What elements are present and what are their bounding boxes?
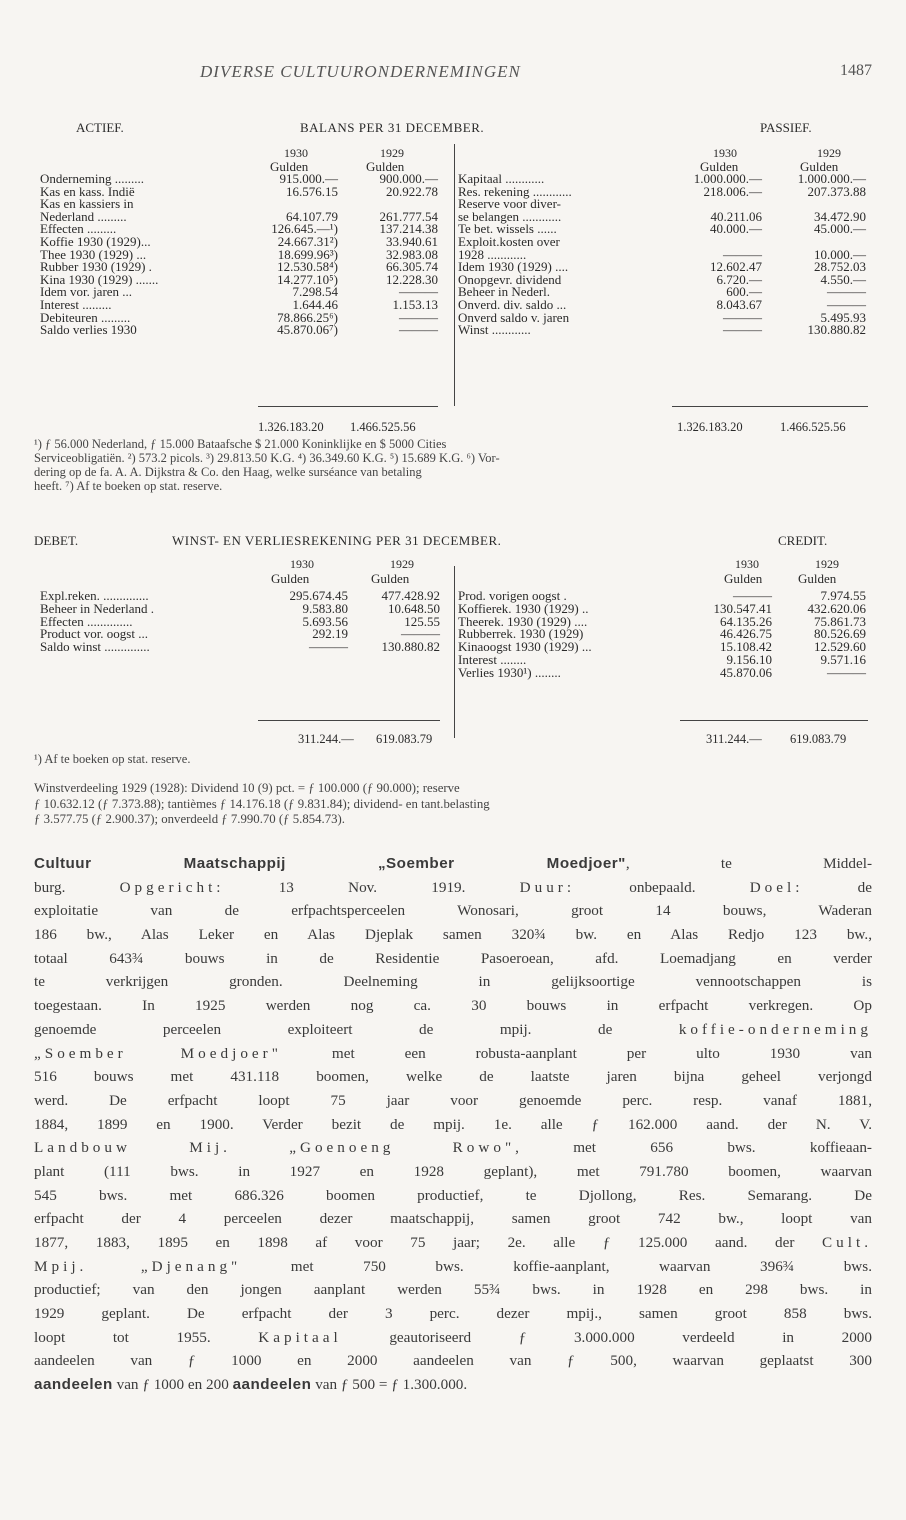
row-label: Kina 1930 (1929) ....... <box>40 271 159 287</box>
value-1929: 32.983.08 <box>386 246 438 262</box>
balance-title: BALANS PER 31 DECEMBER. <box>300 120 485 135</box>
paragraph-line <box>34 1231 872 1255</box>
row-label: Kas en kassiers in <box>40 196 134 212</box>
balance-col-unit-left-1: Gulden <box>270 159 309 174</box>
value-1930: 14.277.10⁵) <box>277 271 338 287</box>
row-label: Rubber 1930 (1929) . <box>40 259 152 275</box>
text-run: met 750 bws. koffie-aanplant, waarvan 396¾ bws. <box>241 1257 872 1275</box>
balance-footnote-line: Serviceobligatiën. ²) 573.2 picols. ³) 29.813.50 K.G. ⁴) 36.349.60 K.G. ⁵) 15.689 K.G. ⁶) Vor- <box>34 451 500 465</box>
paragraph-line <box>34 1065 872 1089</box>
spaced-text: Landbouw Mij. „Goenoeng Rowo" <box>34 1139 516 1157</box>
value-1929: 207.373.88 <box>807 183 866 199</box>
value-1929: 477.428.92 <box>381 588 440 603</box>
value-1930: 9.156.10 <box>726 651 772 667</box>
value-1930: 45.870.06 <box>720 664 772 680</box>
row-label: Debiteuren ......... <box>40 309 131 325</box>
profit-distribution <box>34 781 872 828</box>
table-row <box>458 664 868 680</box>
distribution-line: Winstverdeeling 1929 (1928): Dividend 10 (9) pct. = ƒ 100.000 (ƒ 90.000); reserve <box>34 781 460 795</box>
pl-label-credit: CREDIT. <box>778 533 828 548</box>
text-run: burg. <box>34 878 120 896</box>
table-row <box>458 324 868 337</box>
value-1930: 1.644.46 <box>292 296 338 312</box>
spaced-text: Doel: <box>749 878 804 896</box>
pl-col-unit-left-1: Gulden <box>271 571 310 586</box>
value-1930: 5.693.56 <box>302 613 348 629</box>
value-1929: 130.880.82 <box>381 639 440 655</box>
debit-total-rule <box>258 720 440 721</box>
value-1930: 292.19 <box>312 626 348 642</box>
value-1929: 12.529.60 <box>814 639 866 655</box>
text-run: , te Middel- <box>625 855 872 872</box>
liabilities-total-1929: 1.466.525.56 <box>780 420 846 434</box>
row-label: Theerek. 1930 (1929) .... <box>458 613 588 629</box>
value-1930: 7.298.54 <box>292 284 338 300</box>
value-1930: 78.866.25⁶) <box>277 309 338 325</box>
value-1930: ——— <box>733 588 772 603</box>
row-label: Beheer in Nederland . <box>40 600 155 616</box>
value-1930: 18.699.96³) <box>277 246 338 262</box>
value-1930: 6.720.— <box>716 271 762 287</box>
text-run: productief; van den jongen aanplant werden 55¾ bws. in 1928 en 298 bws. in <box>34 1281 872 1299</box>
value-1930: ——— <box>723 322 762 338</box>
credit-total-1930: 311.244.— <box>706 732 762 746</box>
value-1929: 45.000.— <box>814 221 866 237</box>
text-run: erfpacht der 4 perceelen dezer maatschappij, samen groot 742 bw., loopt van <box>34 1210 872 1228</box>
balance-assets-table <box>40 173 440 337</box>
liabilities-total-rule <box>672 406 868 407</box>
value-1930: 12.530.58⁴) <box>277 259 338 275</box>
text-run: loopt tot 1955. <box>34 1328 259 1346</box>
value-1929: 900.000.— <box>379 171 438 186</box>
text-run: totaal 643¾ bouws in de Residentie Pasoeroean, afd. Loemadjang en verder <box>34 949 872 967</box>
text-run: plant (111 bws. in 1927 en 1928 geplant), met 791.780 boomen, waarvan <box>34 1162 872 1180</box>
value-1929: ——— <box>399 322 438 338</box>
value-1930: ——— <box>723 246 762 262</box>
row-label: Product vor. oogst ... <box>40 626 148 642</box>
row-label: Kapitaal ............ <box>458 171 545 186</box>
value-1929: 137.214.38 <box>379 221 438 237</box>
value-1929: ——— <box>399 309 438 325</box>
balance-footnotes <box>34 437 872 493</box>
value-1929: 432.620.06 <box>807 600 866 616</box>
balance-col-year-1929-right: 1929 <box>817 146 841 160</box>
value-1929: 130.880.82 <box>807 322 866 338</box>
value-1929: 80.526.69 <box>814 626 866 642</box>
paragraph-line <box>34 923 872 947</box>
paragraph-line <box>34 947 872 971</box>
text-run: 186 bw., Alas Leker en Alas Djeplak samen 320¾ bw. en Alas Redjo 123 bw., <box>34 926 872 944</box>
balance-col-unit-right-2: Gulden <box>800 159 839 174</box>
paragraph-line <box>34 1160 872 1184</box>
text-run: toegestaan. In 1925 werden nog ca. 30 bouws in erfpacht verkregen. Op <box>34 997 872 1015</box>
value-1929: 1.153.13 <box>392 296 438 312</box>
value-1929: ——— <box>401 626 440 642</box>
balance-footnote-line: heeft. ⁷) Af te boeken op stat. reserve. <box>34 479 223 493</box>
pl-col-year-1929-right: 1929 <box>815 557 839 571</box>
balance-col-unit-right-1: Gulden <box>700 159 739 174</box>
value-1930: 600.— <box>726 284 762 300</box>
value-1930: 130.547.41 <box>713 600 772 616</box>
row-label: Koffierek. 1930 (1929) .. <box>458 600 589 616</box>
table-row <box>40 324 440 337</box>
balance-col-year-1930-right: 1930 <box>713 146 737 160</box>
value-1929: 20.922.78 <box>386 183 438 199</box>
balance-col-year-1929-left: 1929 <box>380 146 404 160</box>
value-1930: ——— <box>309 639 348 655</box>
value-1930: 64.135.26 <box>720 613 772 629</box>
paragraph-line <box>34 1136 872 1160</box>
value-1929: 33.940.61 <box>386 233 438 249</box>
value-1930: 9.583.80 <box>302 600 348 616</box>
row-label: Effecten .............. <box>40 613 133 629</box>
value-1930: 16.576.15 <box>286 183 338 199</box>
row-label: Kas en kass. Indië <box>40 183 135 199</box>
value-1930: ——— <box>723 309 762 325</box>
page-number: 1487 <box>840 62 872 79</box>
value-1929: 28.752.03 <box>814 259 866 275</box>
paragraph-line <box>34 970 872 994</box>
pl-label-debet: DEBET. <box>34 533 79 548</box>
text-run: 1929 geplant. De erfpacht der 3 perc. dezer mpij., samen groot 858 bws. <box>34 1305 872 1323</box>
value-1930: 24.667.31²) <box>277 233 338 249</box>
value-1929: 75.861.73 <box>814 613 866 629</box>
row-label: Kinaoogst 1930 (1929) ... <box>458 639 592 655</box>
paragraph-line <box>34 899 872 923</box>
value-1929: 34.472.90 <box>814 208 866 224</box>
distribution-line: ƒ 10.632.12 (ƒ 7.373.88); tantièmes ƒ 14.176.18 (ƒ 9.831.84); dividend- en tant.belasting <box>34 796 490 811</box>
table-row <box>40 641 440 654</box>
value-1929: 9.571.16 <box>820 651 866 667</box>
paragraph-line <box>34 1349 872 1373</box>
bold-text: aandeelen <box>232 1376 312 1394</box>
text-run: , met 656 bws. koffieaan- <box>515 1139 872 1157</box>
value-1929: 12.228.30 <box>386 271 438 287</box>
value-1930: 46.426.75 <box>720 626 772 642</box>
pl-col-unit-left-2: Gulden <box>371 571 410 586</box>
spaced-text: Opgericht: <box>119 878 225 896</box>
pl-col-unit-right-2: Gulden <box>798 571 837 586</box>
text-run: onbepaald. <box>575 878 750 896</box>
balance-label-actief: ACTIEF. <box>76 120 124 135</box>
text-run: de <box>803 878 872 896</box>
row-label: Expl.reken. .............. <box>40 588 149 603</box>
row-label: Idem 1930 (1929) .... <box>458 259 569 275</box>
paragraph-line <box>34 994 872 1018</box>
balance-label-passief: PASSIEF. <box>760 120 812 135</box>
balance-liabilities-table <box>458 173 868 337</box>
value-1930: 64.107.79 <box>286 208 338 224</box>
row-label: Thee 1930 (1929) ... <box>40 246 147 262</box>
text-run: 516 bouws met 431.118 boomen, welke de laatste jaren bijna geheel verjongd <box>34 1068 872 1086</box>
spaced-text: Kapitaal <box>258 1328 342 1346</box>
value-1930: 40.000.— <box>710 221 762 237</box>
value-1929: 66.305.74 <box>386 259 438 275</box>
value-1929: 4.550.— <box>820 271 866 287</box>
balance-col-unit-left-2: Gulden <box>366 159 405 174</box>
spaced-text: koffie-onderneming <box>678 1020 872 1038</box>
row-label: se belangen ............ <box>458 208 562 224</box>
value-1929: 7.974.55 <box>820 588 866 603</box>
row-label: Saldo verlies 1930 <box>40 322 137 338</box>
pl-col-year-1929-left: 1929 <box>390 557 414 571</box>
balance-footnote-line: dering op de fa. A. A. Dijkstra & Co. den Haag, welke surséance van betaling <box>34 465 422 479</box>
text-run: werd. De erfpacht loopt 75 jaar voor genoemde perc. resp. vanaf 1881, <box>34 1091 872 1109</box>
liabilities-total-1930: 1.326.183.20 <box>677 420 743 434</box>
text-run: van ƒ 500 = ƒ 1.300.000. <box>311 1376 468 1394</box>
row-label: Interest ......... <box>40 296 112 312</box>
value-1930: 1.000.000.— <box>693 171 762 186</box>
value-1929: 10.000.— <box>814 246 866 262</box>
text-run: exploitatie van de erfpachtsperceelen Wonosari, groot 14 bouws, Waderan <box>34 902 872 920</box>
text-run: van ƒ 1000 en 200 <box>112 1376 233 1394</box>
row-label: Nederland ......... <box>40 208 127 224</box>
paragraph-line <box>34 1278 872 1302</box>
balance-col-year-1930-left: 1930 <box>284 146 308 160</box>
text-run: 1884, 1899 en 1900. Verder bezit de mpij. 1e. alle ƒ 162.000 aand. der N. V. <box>34 1115 872 1133</box>
value-1929: 5.495.93 <box>820 309 866 325</box>
paragraph-line <box>34 1113 872 1137</box>
balance-footnote-line: ¹) ƒ 56.000 Nederland, ƒ 15.000 Bataafsche $ 21.000 Koninklijke en $ 5000 Cities <box>34 437 447 451</box>
row-label: Reserve voor diver- <box>458 196 561 212</box>
debit-total-1930: 311.244.— <box>298 732 354 746</box>
value-1930: 15.108.42 <box>720 639 772 655</box>
distribution-line: ƒ 3.577.75 (ƒ 2.900.37); onverdeeld ƒ 7.990.70 (ƒ 5.854.73). <box>34 812 345 826</box>
value-1930: 40.211.06 <box>710 208 762 224</box>
pl-col-year-1930-right: 1930 <box>735 557 759 571</box>
text-run: te verkrijgen gronden. Deelneming in gelijksoortige vennootschappen is <box>34 973 872 991</box>
text-run: 13 Nov. 1919. <box>224 878 520 896</box>
row-label: Beheer in Nederl. <box>458 284 551 300</box>
credit-total-rule <box>680 720 868 721</box>
paragraph-line <box>34 1018 872 1042</box>
row-label: Interest ........ <box>458 651 527 667</box>
value-1929: 125.55 <box>404 613 440 629</box>
text-run: 1877, 1883, 1895 en 1898 af voor 75 jaar; 2e. alle ƒ 125.000 aand. der <box>34 1234 823 1251</box>
text-run: geautoriseerd ƒ 3.000.000 verdeeld in 2000 <box>341 1328 872 1346</box>
row-label: Koffie 1930 (1929)... <box>40 233 151 249</box>
row-label: 1928 ............ <box>458 246 527 262</box>
credit-total-1929: 619.083.79 <box>790 732 847 746</box>
value-1929: ——— <box>827 296 866 312</box>
bold-text: Cultuur Maatschappij „Soember Moedjoer" <box>34 855 626 872</box>
pl-divider <box>454 566 455 738</box>
paragraph-line <box>34 1302 872 1326</box>
row-label: Saldo winst .............. <box>40 639 150 655</box>
pl-credit-table <box>458 590 868 680</box>
paragraph-line <box>34 852 872 876</box>
row-label: Prod. vorigen oogst . <box>458 588 567 603</box>
paragraph-line <box>34 1373 872 1397</box>
spaced-text: Cult. <box>822 1234 872 1251</box>
assets-total-1930: 1.326.183.20 <box>258 420 324 434</box>
running-title: DIVERSE CULTUURONDERNEMINGEN <box>200 62 521 81</box>
row-label: Rubberrek. 1930 (1929) <box>458 626 584 642</box>
spaced-text: Mpij. „Djenang" <box>34 1257 242 1275</box>
balance-divider <box>454 144 455 406</box>
paragraph-line <box>34 1184 872 1208</box>
value-1929: ——— <box>827 664 866 680</box>
pl-debit-table <box>40 590 440 654</box>
row-label: Winst ............ <box>458 322 531 338</box>
value-1930: 45.870.06⁷) <box>277 322 338 338</box>
paragraph-line <box>34 876 872 900</box>
paragraph-line <box>34 1326 872 1350</box>
row-label: Onverd. div. saldo ... <box>458 296 567 312</box>
row-label: Onderneming ......... <box>40 171 144 186</box>
assets-total-1929: 1.466.525.56 <box>350 420 416 434</box>
row-label: Onverd saldo v. jaren <box>458 309 570 325</box>
text-run: 545 bws. met 686.326 boomen productief, te Djollong, Res. Semarang. De <box>34 1186 872 1204</box>
debit-total-1929: 619.083.79 <box>376 732 433 746</box>
value-1929: 1.000.000.— <box>797 171 866 186</box>
value-1930: 126.645.—¹) <box>271 221 338 237</box>
value-1930: 8.043.67 <box>716 296 762 312</box>
value-1930: 295.674.45 <box>289 588 348 603</box>
paragraph-line <box>34 1089 872 1113</box>
row-label: Exploit.kosten over <box>458 233 560 249</box>
pl-footnote: ¹) Af te boeken op stat. reserve. <box>34 752 191 766</box>
text-run: genoemde perceelen exploiteert de mpij. de <box>34 1020 679 1038</box>
value-1929: 261.777.54 <box>379 208 438 224</box>
row-label: Idem vor. jaren ... <box>40 284 133 300</box>
pl-col-year-1930-left: 1930 <box>290 557 314 571</box>
value-1929: ——— <box>399 284 438 300</box>
row-label: Res. rekening ............ <box>458 183 572 199</box>
value-1930: 12.602.47 <box>710 259 762 275</box>
row-label: Effecten ......... <box>40 221 117 237</box>
row-label: Onopgevr. dividend <box>458 271 562 287</box>
paragraph-line <box>34 1255 872 1279</box>
row-label: Verlies 1930¹) ........ <box>458 664 561 680</box>
paragraph-line <box>34 1042 872 1066</box>
bold-text: aandeelen <box>34 1376 113 1394</box>
value-1929: ——— <box>827 284 866 300</box>
pl-title: WINST- EN VERLIESREKENING PER 31 DECEMBER. <box>172 533 502 548</box>
text-run: met een robusta-aanplant per ulto 1930 van <box>281 1044 872 1062</box>
spaced-text: Duur: <box>519 878 576 896</box>
company-description <box>34 852 872 1397</box>
text-run: aandeelen van ƒ 1000 en 2000 aandeelen van ƒ 500, waarvan geplaatst 300 <box>34 1352 872 1370</box>
value-1930: 915.000.— <box>279 171 338 186</box>
paragraph-line <box>34 1207 872 1231</box>
value-1930: 218.006.— <box>703 183 762 199</box>
pl-col-unit-right-1: Gulden <box>724 571 763 586</box>
spaced-text: „Soember Moedjoer" <box>34 1044 282 1062</box>
assets-total-rule <box>258 406 438 407</box>
row-label: Te bet. wissels ...... <box>458 221 557 237</box>
value-1929: 10.648.50 <box>388 600 440 616</box>
